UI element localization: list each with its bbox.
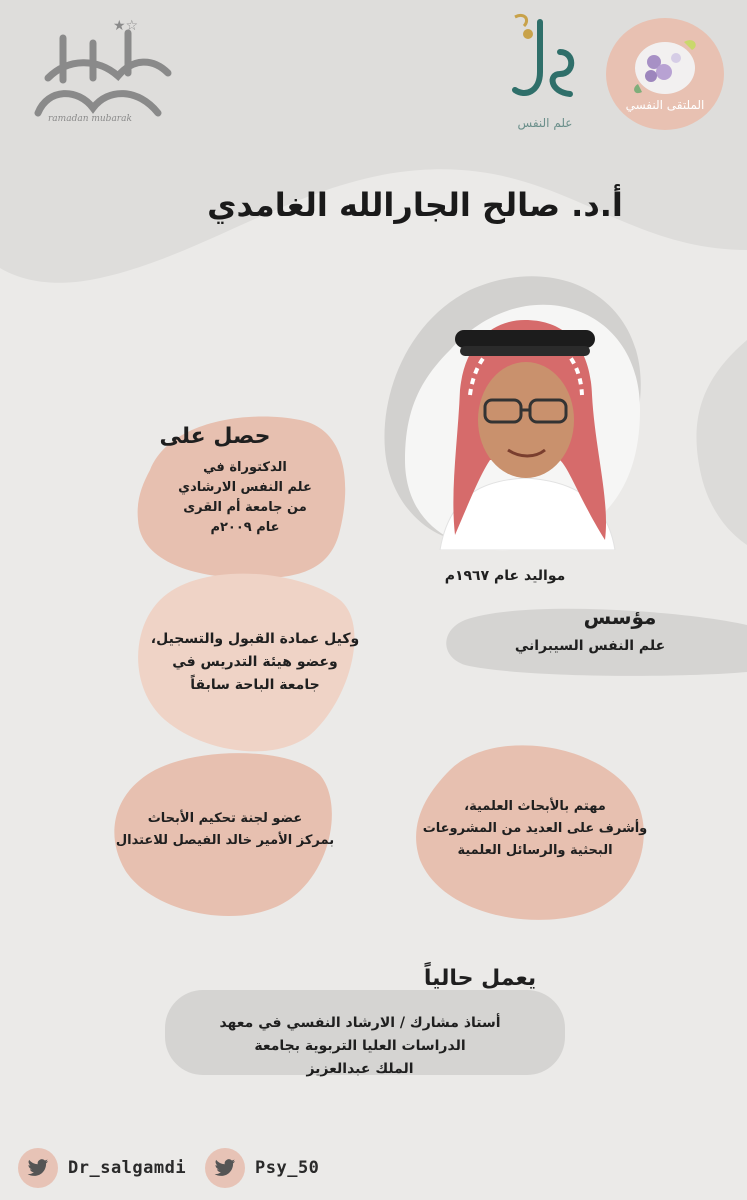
rowad-logo-sub: علم النفس bbox=[517, 116, 573, 130]
current-line: الدراسات العليا التربوية بجامعة bbox=[254, 1038, 466, 1054]
dean-text bbox=[150, 628, 360, 697]
current-line: الملك عبدالعزيز bbox=[306, 1061, 414, 1077]
multaqa-logo-sub: الملتقى النفسي bbox=[625, 98, 705, 112]
rowad-logo-icon bbox=[500, 12, 590, 107]
current-heading: يعمل حالياً bbox=[423, 966, 537, 991]
right-gray-arc bbox=[696, 340, 747, 545]
research-line: وأشرف على العديد من المشروعات bbox=[422, 821, 648, 836]
rowad-logo bbox=[500, 12, 590, 137]
ramadan-logo bbox=[18, 18, 178, 133]
phd-line: من جامعة أم القرى bbox=[183, 500, 307, 515]
current-line: أستاذ مشارك / الارشاد النفسي في معهد bbox=[219, 1015, 501, 1031]
dean-line: وعضو هيئة التدريس في bbox=[172, 654, 338, 670]
phd-line: الدكتوراة في bbox=[203, 460, 287, 475]
multaqa-logo bbox=[606, 18, 724, 130]
ramadan-latin-text: ramadan mubarak bbox=[48, 114, 132, 124]
phd-text bbox=[150, 458, 340, 538]
dean-line: جامعة الباحة سابقاً bbox=[190, 677, 320, 693]
current-text bbox=[200, 1012, 520, 1081]
research-line: البحثية والرسائل العلمية bbox=[457, 843, 613, 858]
phd-line: علم النفس الارشادي bbox=[178, 480, 312, 495]
twitter-icon bbox=[18, 1148, 58, 1188]
twitter-handle: Dr_salgamdi bbox=[68, 1158, 187, 1178]
portrait-photo bbox=[420, 300, 630, 550]
page-title: أ.د. صالح الجارالله الغامدي bbox=[207, 186, 623, 224]
birth-year: مواليد عام ١٩٦٧م bbox=[444, 568, 566, 584]
committee-line: بمركز الأمير خالد الفيصل للاعتدال bbox=[115, 833, 335, 848]
svg-text:★☆: ★☆ bbox=[113, 18, 139, 34]
social-handle-2[interactable] bbox=[205, 1148, 319, 1188]
twitter-handle: Psy_50 bbox=[255, 1158, 320, 1178]
research-text bbox=[420, 796, 650, 862]
phd-heading: حصل على bbox=[159, 424, 271, 449]
founder-heading: مؤسس bbox=[583, 605, 657, 629]
phd-line: عام ٢٠٠٩م bbox=[210, 520, 280, 535]
social-handle-1[interactable] bbox=[18, 1148, 186, 1188]
committee-line: عضو لجنة تحكيم الأبحاث bbox=[147, 811, 303, 826]
committee-text bbox=[110, 808, 340, 852]
research-line: مهتم بالأبحاث العلمية، bbox=[464, 799, 606, 814]
person-portrait-image bbox=[420, 300, 630, 550]
brain-flower-icon bbox=[606, 28, 724, 108]
dean-line: وكيل عمادة القبول والتسجيل، bbox=[150, 631, 360, 647]
founder-text: علم النفس السيبراني bbox=[514, 638, 666, 654]
twitter-icon bbox=[205, 1148, 245, 1188]
